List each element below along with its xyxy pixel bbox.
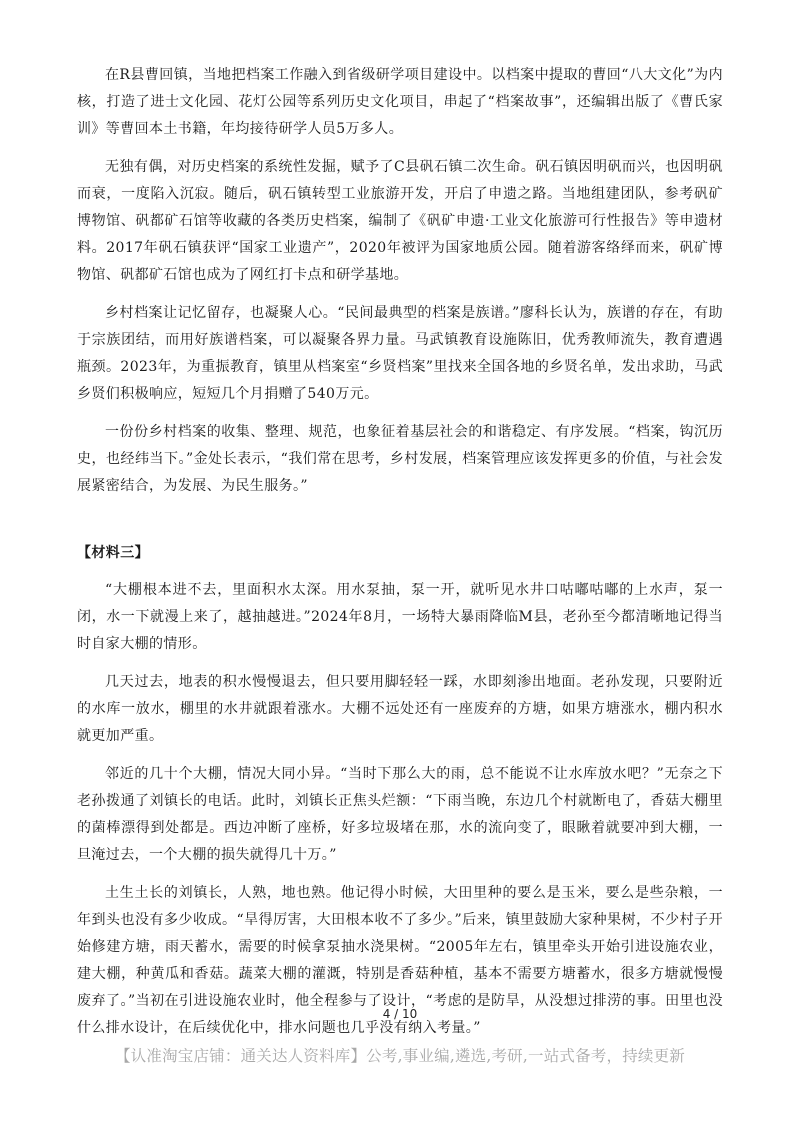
paragraph: 邻近的几十个大棚，情况大同小异。“当时下那么大的雨，总不能说不让水库放水吧？”无奈之下老孙拨通了刘镇长的电话。此时，刘镇长正焦头烂额：“下雨当晚，东边几个村就断电了，香菇大棚里的菌棒漂得到处都是。西边冲断了座桥，好多垃圾堵在那，水的流向变了，眼瞅着就要冲到大棚，一旦淹过去，一个大棚的损失就得几十万。” <box>77 766 723 863</box>
footer-watermark-banner: 【认准淘宝店铺：通关达人资料库】公考,事业编,遴选,考研,一站式备考，持续更新 <box>114 1047 685 1065</box>
document-body <box>77 62 723 1053</box>
paragraph: 几天过去，地表的积水慢慢退去，但只要用脚轻轻一踩，水即刻渗出地面。老孙发现，只要附近的水库一放水，棚里的水井就跟着涨水。大棚不远处还有一座废弃的方塘，如果方塘涨水，棚内积水就更加严重。 <box>77 674 723 744</box>
paragraph: 一份份乡村档案的收集、整理、规范，也象征着基层社会的和谐稳定、有序发展。“档案，钩沉历史，也经纬当下。”金处长表示，“我们常在思考，乡村发展，档案管理应该发挥更多的价值，与社会发展紧密结合，为发展、为民生服务。” <box>77 424 723 494</box>
paragraph: 土生土长的刘镇长，人熟，地也熟。他记得小时候，大田里种的要么是玉米，要么是些杂粮，一年到头也没有多少收成。“旱得厉害，大田根本收不了多少。”后来，镇里鼓励大家种果树，不少村子开始修建方塘，雨天蓄水，需要的时候拿泵抽水浇果树。“2005年左右，镇里牵头开始引进设施农业，建大棚，种黄瓜和香菇。蔬菜大棚的灌溉，特别是香菇种植，基本不需要方塘蓄水，很多方塘就慢慢废弃了。”当初在引进设施农业时，他全程参与了设计，“考虑的是防旱，从没想过排涝的事。田里也没什么排水设计，在后续优化中，排水问题也几乎没有纳入考量。” <box>77 885 723 1036</box>
page-number: 4 / 10 <box>382 1007 418 1021</box>
paragraph: “大棚根本进不去，里面积水太深。用水泵抽，泵一开，就听见水井口咕嘟咕嘟的上水声，泵一闭，水一下就漫上来了，越抽越进。”2024年8月，一场特大暴雨降临M县，老孙至今都清晰地记得当时自家大棚的情形。 <box>77 582 723 652</box>
paragraph: 乡村档案让记忆留存，也凝聚人心。“民间最典型的档案是族谱。”廖科长认为，族谱的存在，有助于宗族团结，而用好族谱档案，可以凝聚各界力量。马武镇教育设施陈旧，优秀教师流失，教育遭遇瓶颈。2023年，为重振教育，镇里从档案室“乡贤档案”里找来全国各地的乡贤名单，发出求助，马武乡贤们积极响应，短短几个月捐赠了540万元。 <box>77 305 723 402</box>
paragraph: 在R县曹回镇，当地把档案工作融入到省级研学项目建设中。以档案中提取的曹回“八大文化”为内核，打造了进士文化园、花灯公园等系列历史文化项目，串起了“档案故事”，还编辑出版了《曹氏家训》等曹回本土书籍，年均接待研学人员5万多人。 <box>77 67 723 137</box>
paragraph: 无独有偶，对历史档案的系统性发掘，赋予了C县矾石镇二次生命。矾石镇因明矾而兴，也因明矾而衰，一度陷入沉寂。随后，矾石镇转型工业旅游开发，开启了申遗之路。当地组建团队，参考矾矿博物馆、矾都矿石馆等收藏的各类历史档案，编制了《矾矿申遗·工业文化旅游可行性报告》等申遗材料。2017年矾石镇获评“国家工业遗产”，2020年被评为国家地质公园。随着游客络绎而来，矾矿博物馆、矾都矿石馆也成为了网红打卡点和研学基地。 <box>77 159 723 283</box>
section-heading: 【材料三】 <box>77 545 149 561</box>
